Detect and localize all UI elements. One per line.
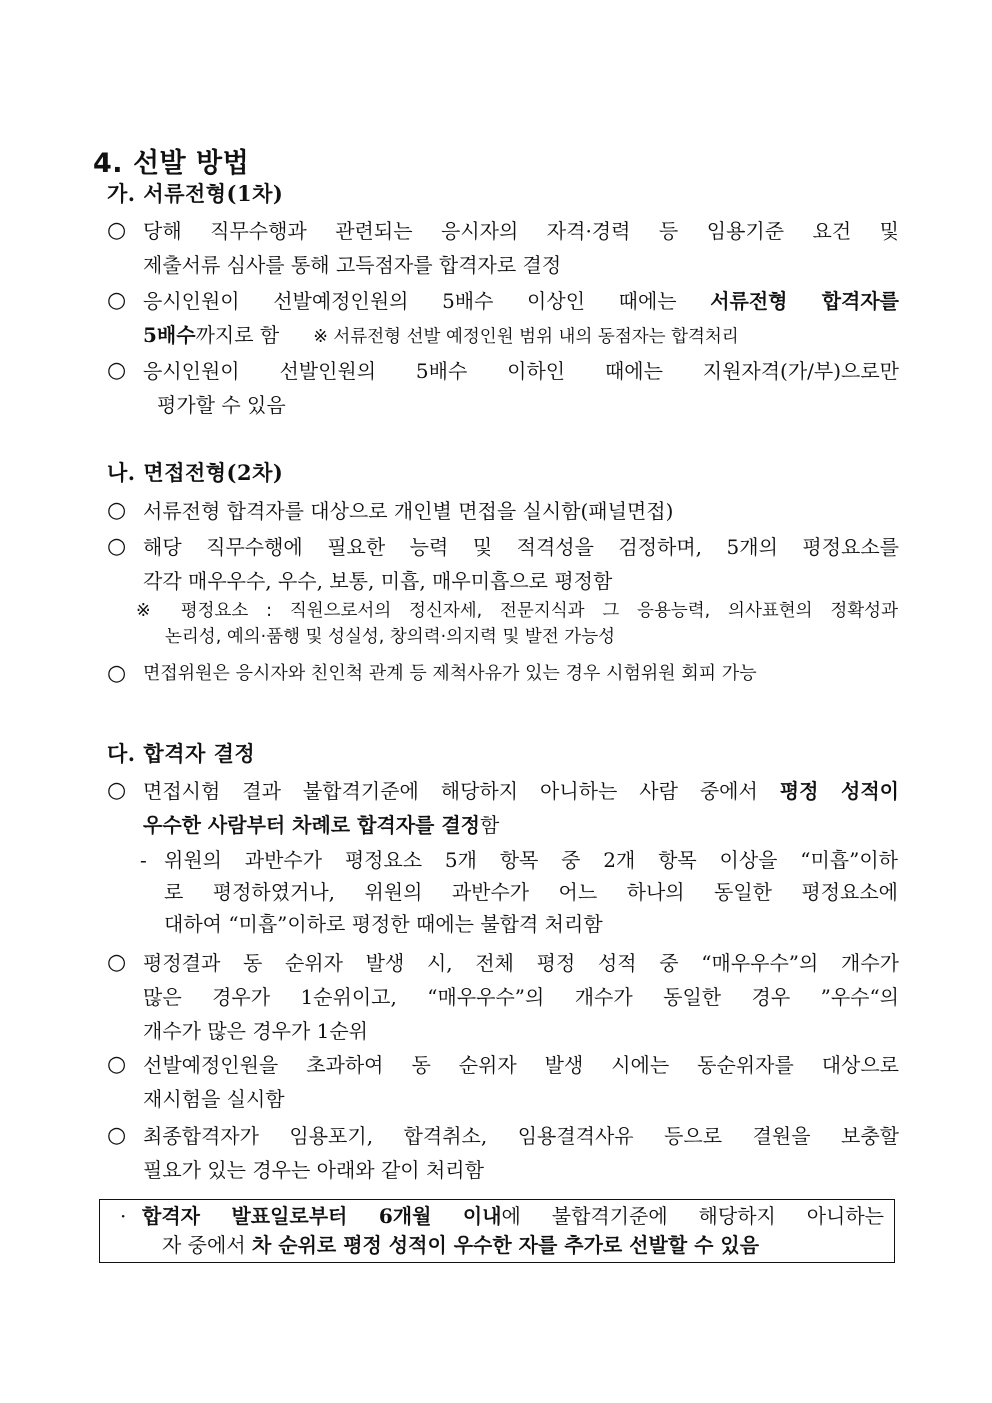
box-text-emphasis: 합격자 발표일로부터 6개월 이내	[142, 1204, 502, 1228]
item-text-line: 개수가 많은 경우가 1순위	[143, 1019, 368, 1043]
item-text-line: 해당 직무수행에 필요한 능력 및 적격성을 검정하며, 5개의 평정요소를	[143, 535, 899, 559]
box-line	[120, 1231, 884, 1260]
bullet-circle-icon: ○	[107, 498, 127, 523]
item-text-line: 서류전형 합격자를 대상으로 개인별 면접을 실시함(패널면접)	[143, 499, 674, 523]
item-text-line	[107, 318, 899, 354]
item-text-line: 응시인원이 선발인원의 5배수 이하인 때에는 지원자격(가/부)으로만	[143, 359, 899, 383]
box-text-emphasis: 차 순위로 평정 성적이 우수한 자를 추가로 선발할 수 있음	[252, 1233, 760, 1257]
list-item	[107, 354, 899, 422]
item-text-line: 각각 매우우수, 우수, 보통, 미흡, 매우미흡으로 평정함	[143, 569, 613, 593]
bullet-circle-icon: ○	[107, 778, 127, 803]
bullet-circle-icon: ○	[107, 534, 127, 559]
note-line: 논리성, 예의·품행 및 성실성, 창의력·의지력 및 발전 가능성	[165, 627, 616, 647]
item-text-line: 최종합격자가 임용포기, 합격취소, 임용결격사유 등으로 결원을 보충할	[143, 1124, 899, 1148]
dash-marker: -	[140, 848, 147, 872]
item-text-line: 평가할 수 있음	[157, 393, 286, 417]
item-text: 함	[479, 813, 500, 837]
subsection-title-c: 다. 합격자 결정	[107, 741, 256, 766]
sub-item-line: 위원의 과반수가 평정요소 5개 항목 중 2개 항목 이상을 “미흡”이하	[164, 848, 898, 872]
list-item	[107, 214, 899, 282]
list-item	[107, 530, 899, 598]
box-text: 에 불합격기준에 해당하지 아니하는	[501, 1204, 884, 1228]
box-line	[120, 1202, 884, 1231]
item-text-emphasis: 우수한 사람부터 차례로 합격자를 결정	[143, 813, 480, 837]
list-item	[107, 657, 899, 691]
supplementary-notice-box	[99, 1199, 895, 1263]
item-text-line: 당해 직무수행과 관련되는 응시자의 자격·경력 등 임용기준 요건 및	[143, 219, 899, 243]
list-item	[107, 494, 899, 528]
item-text: 까지로 함	[195, 323, 280, 347]
item-text-line	[107, 284, 899, 318]
item-text: 면접시험 결과 불합격기준에 해당하지 아니하는 사람 중에서	[143, 779, 780, 803]
sub-item-line: 로 평정하였거나, 위원의 과반수가 어느 하나의 동일한 평정요소에	[164, 880, 898, 904]
item-text-line: 평정결과 동 순위자 발생 시, 전체 평정 성적 중 “매우우수”의 개수가	[143, 951, 899, 975]
sub-item	[140, 844, 898, 940]
item-text-line: 많은 경우가 1순위이고, “매우우수”의 개수가 동일한 경우 ”우수“의	[143, 985, 899, 1009]
bullet-circle-icon: ○	[107, 358, 127, 383]
item-text-emphasis: 평정 성적이	[779, 779, 899, 803]
list-item	[107, 284, 899, 354]
bullet-circle-icon: ○	[107, 1052, 127, 1077]
list-item	[107, 946, 899, 1048]
item-text-line: 선발예정인원을 초과하여 동 순위자 발생 시에는 동순위자를 대상으로	[143, 1053, 899, 1077]
item-text-line: 면접위원은 응시자와 친인척 관계 등 제척사유가 있는 경우 시험위원 회피 가능	[143, 663, 757, 684]
item-text-line: 필요가 있는 경우는 아래와 같이 처리함	[143, 1158, 484, 1182]
list-item	[107, 1048, 899, 1116]
inline-note: ※ 서류전형 선발 예정인원 범위 내의 동점자는 합격처리	[313, 327, 739, 347]
item-text-line	[107, 774, 899, 808]
bullet-circle-icon: ○	[107, 288, 127, 313]
item-text-line: 제출서류 심사를 통해 고득점자를 합격자로 결정	[143, 253, 562, 277]
bullet-circle-icon: ○	[107, 661, 127, 686]
item-text-line	[107, 808, 899, 842]
item-text-emphasis: 5배수	[143, 323, 196, 347]
subsection-title-a: 가. 서류전형(1차)	[107, 181, 284, 206]
list-item	[107, 1119, 899, 1187]
list-item	[107, 774, 899, 842]
evaluation-note	[136, 598, 898, 650]
item-text: 응시인원이 선발예정인원의 5배수 이상인 때에는	[143, 289, 711, 313]
item-text-line: 재시험을 실시함	[143, 1087, 285, 1111]
bullet-circle-icon: ○	[107, 950, 127, 975]
subsection-title-b: 나. 면접전형(2차)	[107, 460, 284, 485]
note-line: ※ 평정요소 : 직원으로서의 정신자세, 전문지식과 그 응용능력, 의사표현의 정확성과	[136, 601, 898, 621]
sub-item-line: 대하여 “미흡”이하로 평정한 때에는 불합격 처리함	[164, 912, 603, 936]
dot-marker: ·	[120, 1204, 127, 1228]
item-text-emphasis: 서류전형 합격자를	[710, 289, 899, 313]
section-heading: 4. 선발 방법	[93, 148, 250, 179]
bullet-circle-icon: ○	[107, 218, 127, 243]
box-text: 자 중에서	[162, 1233, 252, 1257]
bullet-circle-icon: ○	[107, 1123, 127, 1148]
